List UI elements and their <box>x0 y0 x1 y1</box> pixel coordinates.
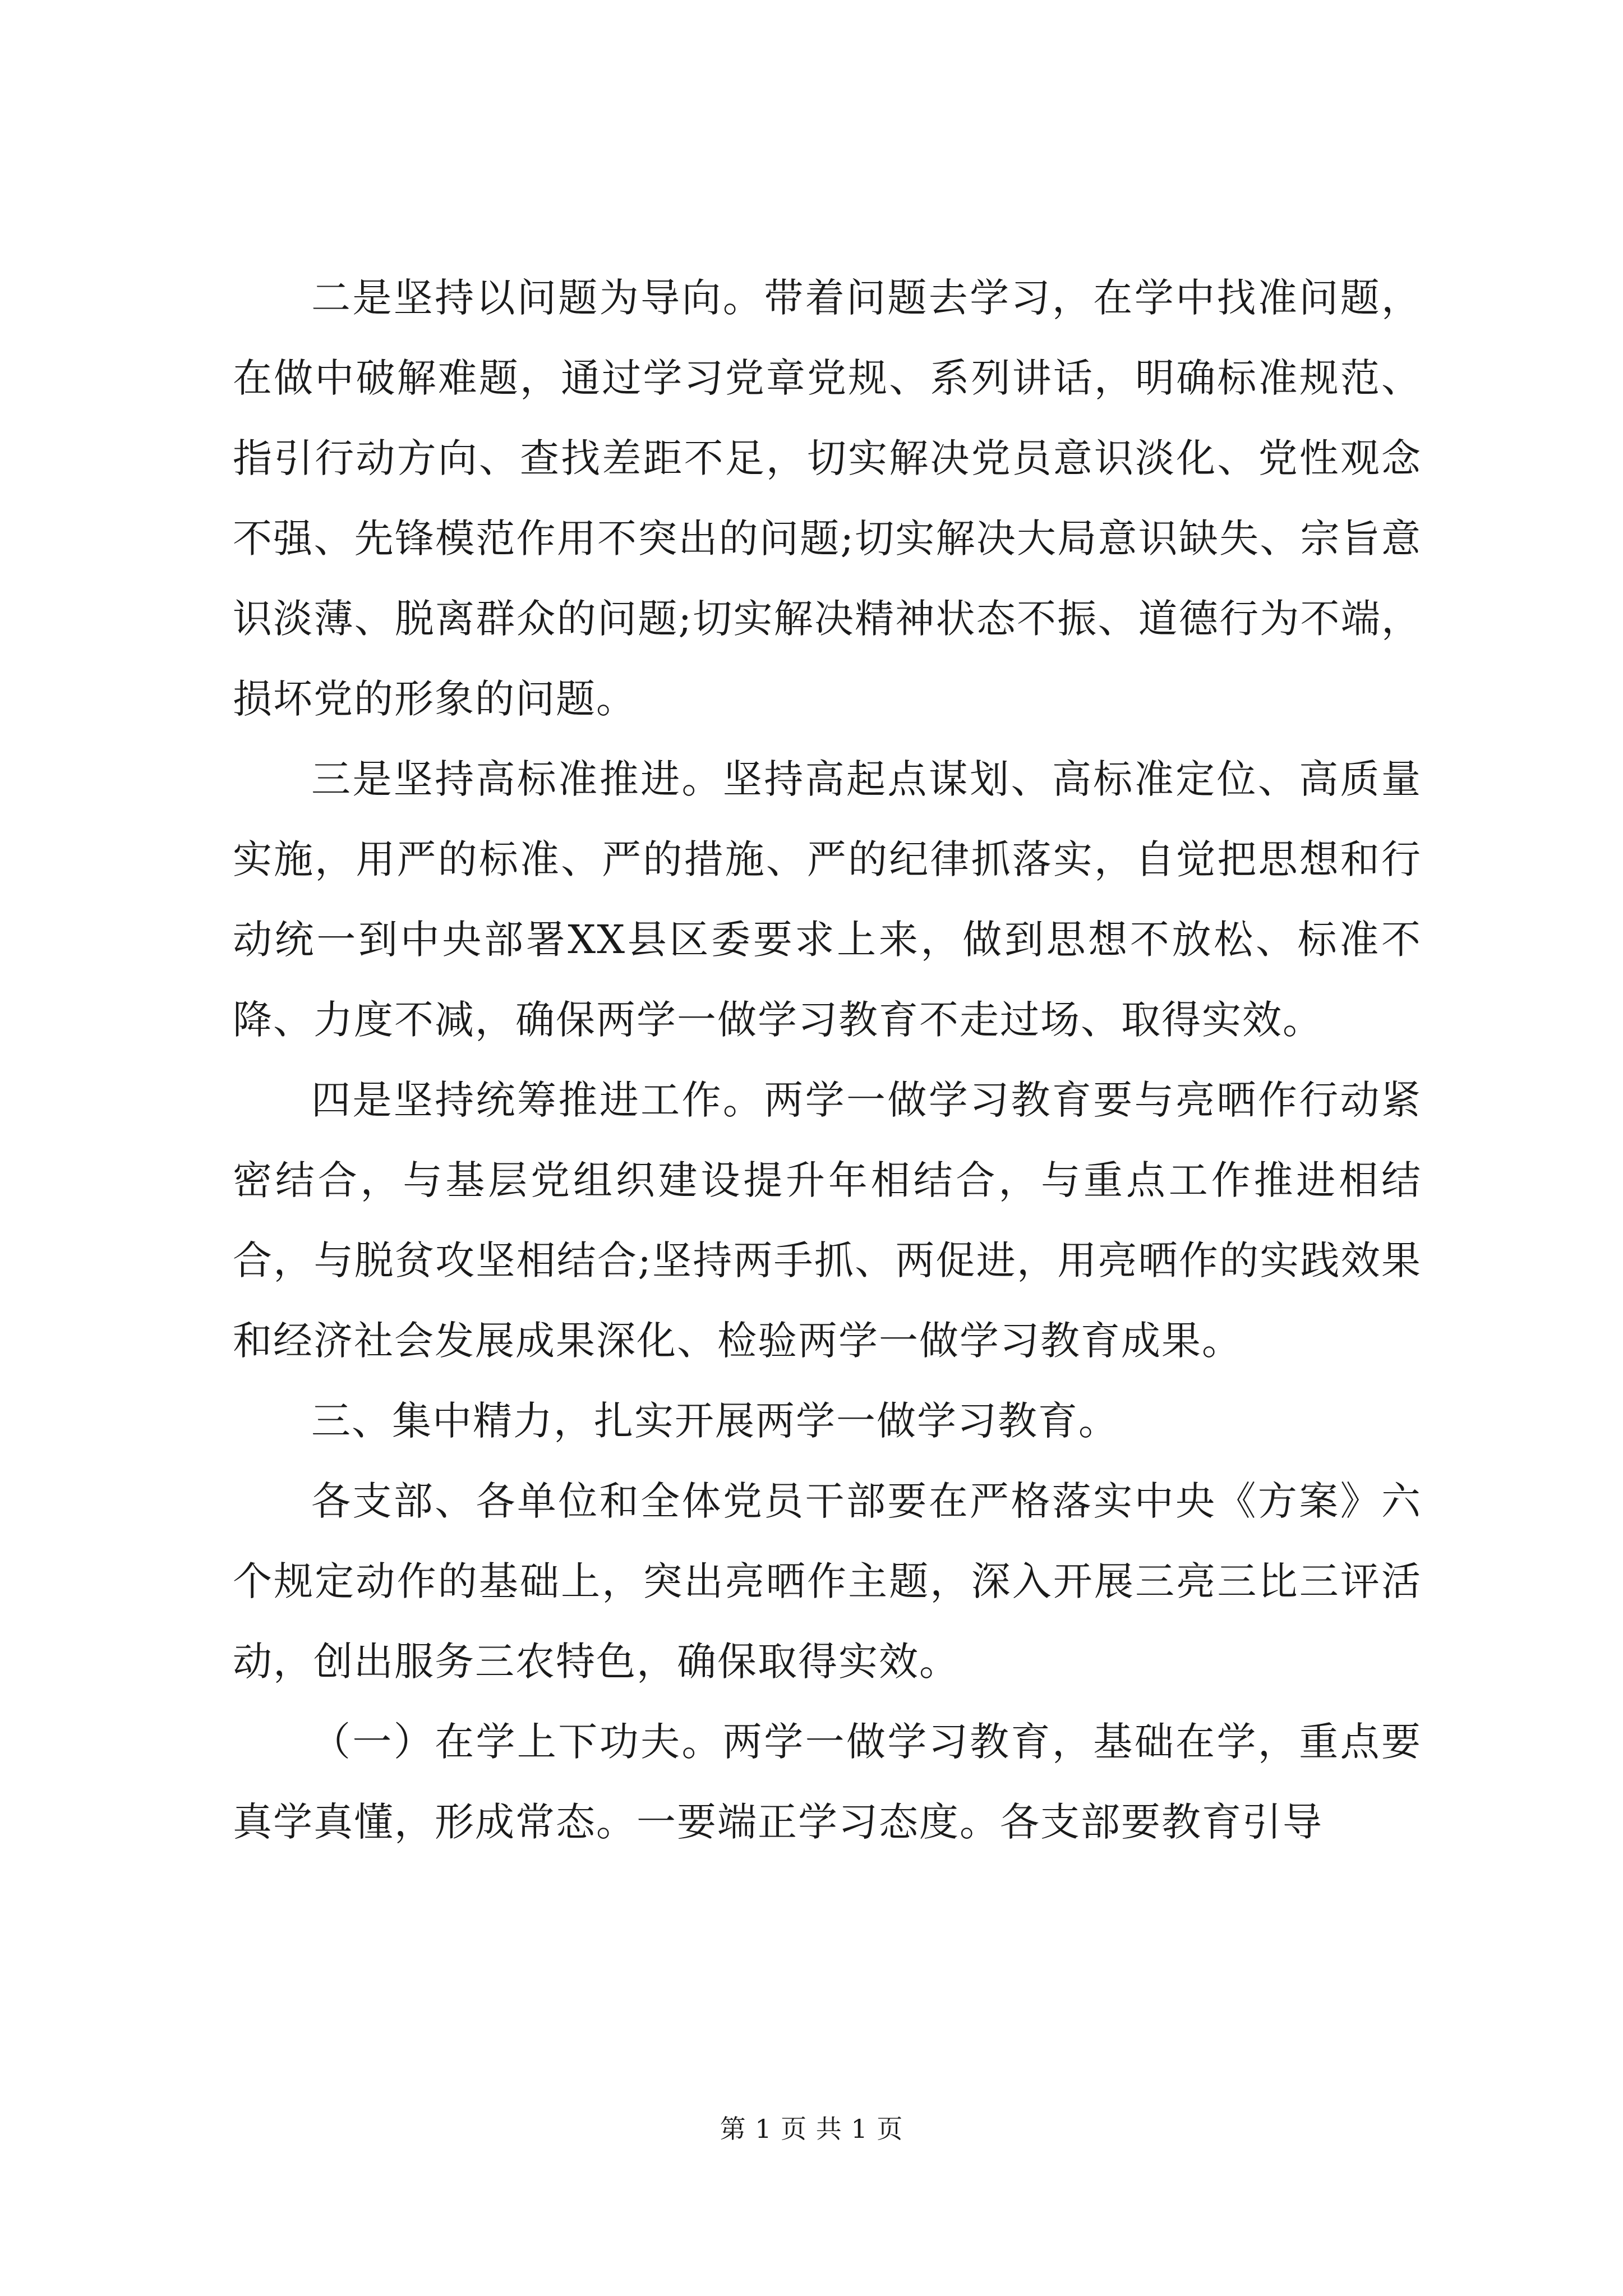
paragraph-branches: 各支部、各单位和全体党员干部要在严格落实中央《方案》六个规定动作的基础上，突出亮晒作主题，深入开展三亮三比三评活动，创出服务三农特色，确保取得实效。 <box>233 1478 1422 1685</box>
section-heading-three: 三、集中精力，扎实开展两学一做学习教育。 <box>311 1398 1119 1444</box>
document-body <box>233 258 1422 1862</box>
paragraph-high-standard: 三是坚持高标准推进。坚持高起点谋划、高标准定位、高质量实施，用严的标准、严的措施、严的纪律抓落实，自觉把思想和行动统一到中央部署XX县区委要求上来，做到思想不放松、标准不降、力度不减，确保两学一做学习教育不走过场、取得实效。 <box>233 756 1422 1043</box>
paragraph-study-effort: （一）在学上下功夫。两学一做学习教育，基础在学，重点要真学真懂，形成常态。一要端正学习态度。各支部要教育引导 <box>233 1719 1422 1845</box>
paragraph-coordinated-work: 四是坚持统筹推进工作。两学一做学习教育要与亮晒作行动紧密结合，与基层党组织建设提升年相结合，与重点工作推进相结合，与脱贫攻坚相结合;坚持两手抓、两促进，用亮晒作的实践效果和经济社会发展成果深化、检验两学一做学习教育成果。 <box>233 1077 1422 1364</box>
paragraph-problem-oriented: 二是坚持以问题为导向。带着问题去学习，在学中找准问题，在做中破解难题，通过学习党章党规、系列讲话，明确标准规范、指引行动方向、查找差距不足，切实解决党员意识淡化、党性观念不强、先锋模范作用不突出的问题;切实解决大局意识缺失、宗旨意识淡薄、脱离群众的问题;切实解决精神状态不振、道德行为不端，损坏党的形象的问题。 <box>233 275 1422 722</box>
page-footer: 第 1 页 共 1 页 <box>720 2114 903 2144</box>
